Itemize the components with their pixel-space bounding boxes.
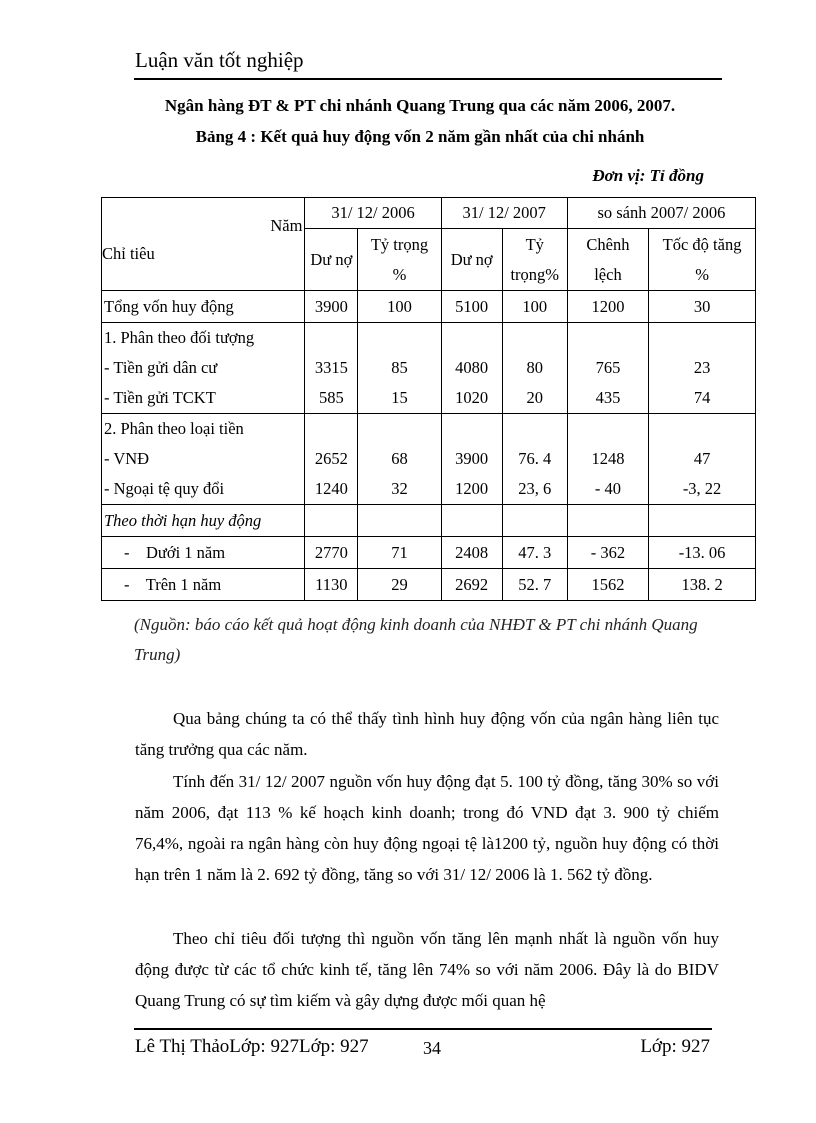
table-cell [441,505,502,537]
table-cell: 3900 [305,291,358,323]
table-cell: 5100 [441,291,502,323]
table-source-note: (Nguồn: báo cáo kết quả hoạt động kinh doanh của NHĐT & PT chi nhánh Quang Trung) [134,615,698,664]
subheader-toc-do: Tốc độ tăng % [649,229,756,291]
table-row-block1 [102,323,756,414]
table-cell: 23 74 [649,323,756,414]
row-label: Tổng vốn huy động [102,291,305,323]
table-cell: 68 32 [358,414,441,505]
row-label: - Trên 1 năm [102,569,305,601]
table-cell [305,505,358,537]
table-cell [567,505,648,537]
subheader-du-no-2006: Dư nợ [305,229,358,291]
table-cell: 100 [502,291,567,323]
table-cell: 47 -3, 22 [649,414,756,505]
table-corner-cell [102,198,305,291]
header-rule [134,78,722,80]
subheader-ty-trong-2006: Tỷ trọng % [358,229,441,291]
subheader-chenh-lech: Chênh lệch [567,229,648,291]
group-header-2006: 31/ 12/ 2006 [305,198,441,229]
section-heading: Ngân hàng ĐT & PT chi nhánh Quang Trung qua các năm 2006, 2007. [164,96,676,115]
table-cell: 76. 4 23, 6 [502,414,567,505]
corner-label-indicator: Chỉ tiêu [102,244,155,263]
table-cell: 47. 3 [502,537,567,569]
table-cell: 3315 585 [305,323,358,414]
table-cell [649,505,756,537]
table-cell: 3900 1200 [441,414,502,505]
subheader-du-no-2007: Dư nợ [441,229,502,291]
row-label: Theo thời hạn huy động [102,505,305,537]
table-caption: Bảng 4 : Kết quả huy động vốn 2 năm gần nhất của chi nhánh [195,127,645,146]
table-cell: - 362 [567,537,648,569]
table-cell [502,505,567,537]
table-cell [358,505,441,537]
corner-label-year: Năm [270,216,303,235]
group-header-compare: so sánh 2007/ 2006 [567,198,755,229]
row-label: - Dưới 1 năm [102,537,305,569]
body-paragraph: Theo chỉ tiêu đối tượng thì nguồn vốn tăng lên mạnh nhất là nguồn vốn huy động được từ các tổ chức kinh tế, tăng lên 74% so với năm 2006. Đây là do BIDV Quang Trung có sự tìm kiếm và gây dựng được mối quan hệ [135,929,719,1010]
unit-label: Đơn vị: Tỉ đồng [592,166,704,185]
table-cell: 2408 [441,537,502,569]
group-header-2007: 31/ 12/ 2007 [441,198,567,229]
table-cell: 30 [649,291,756,323]
row-label-block: 1. Phân theo đối tượng - Tiền gửi dân cư - Tiền gửi TCKT [102,323,305,414]
table-row-term-header [102,505,756,537]
table-cell: 2692 [441,569,502,601]
table-cell: 4080 1020 [441,323,502,414]
table-cell: 1200 [567,291,648,323]
table-cell: 52. 7 [502,569,567,601]
table-cell: 1562 [567,569,648,601]
table-cell: 2652 1240 [305,414,358,505]
footer-class: Lớp: 927 [640,1036,710,1057]
table-cell: 765 435 [567,323,648,414]
table-row-block2 [102,414,756,505]
subheader-ty-trong-2007: Tỷ trọng% [502,229,567,291]
running-header: Luận văn tốt nghiệp [135,48,304,72]
row-label-block: 2. Phân theo loại tiền - VNĐ - Ngoại tệ quy đổi [102,414,305,505]
table-row-over-1-year [102,569,756,601]
table-cell: -13. 06 [649,537,756,569]
page-number: 34 [423,1038,441,1058]
body-paragraph: Tính đến 31/ 12/ 2007 nguồn vốn huy động đạt 5. 100 tỷ đồng, tăng 30% so với năm 2006, đạt 113 % kế hoạch kinh doanh; trong đó VND đạt 3. 900 tỷ chiếm 76,4%, ngoài ra ngân hàng còn huy động ngoại tệ là1200 tỷ, nguồn huy động có thời hạn trên 1 năm là 2. 692 tỷ đồng, tăng so với 31/ 12/ 2006 là 1. 562 tỷ đồng. [135,772,719,884]
table-cell: 85 15 [358,323,441,414]
table-cell: 1130 [305,569,358,601]
table-cell: 2770 [305,537,358,569]
table-cell: 1248 - 40 [567,414,648,505]
table-cell: 138. 2 [649,569,756,601]
table-row-total [102,291,756,323]
capital-mobilization-table [101,197,756,601]
table-cell: 80 20 [502,323,567,414]
footer-author: Lê Thị ThảoLớp: 927Lớp: 927 [135,1036,369,1057]
table-row-under-1-year [102,537,756,569]
table-cell: 71 [358,537,441,569]
table-cell: 100 [358,291,441,323]
table-cell: 29 [358,569,441,601]
body-paragraph: Qua bảng chúng ta có thể thấy tình hình huy động vốn của ngân hàng liên tục tăng trưởng qua các năm. [135,709,719,759]
footer-rule [134,1028,712,1030]
